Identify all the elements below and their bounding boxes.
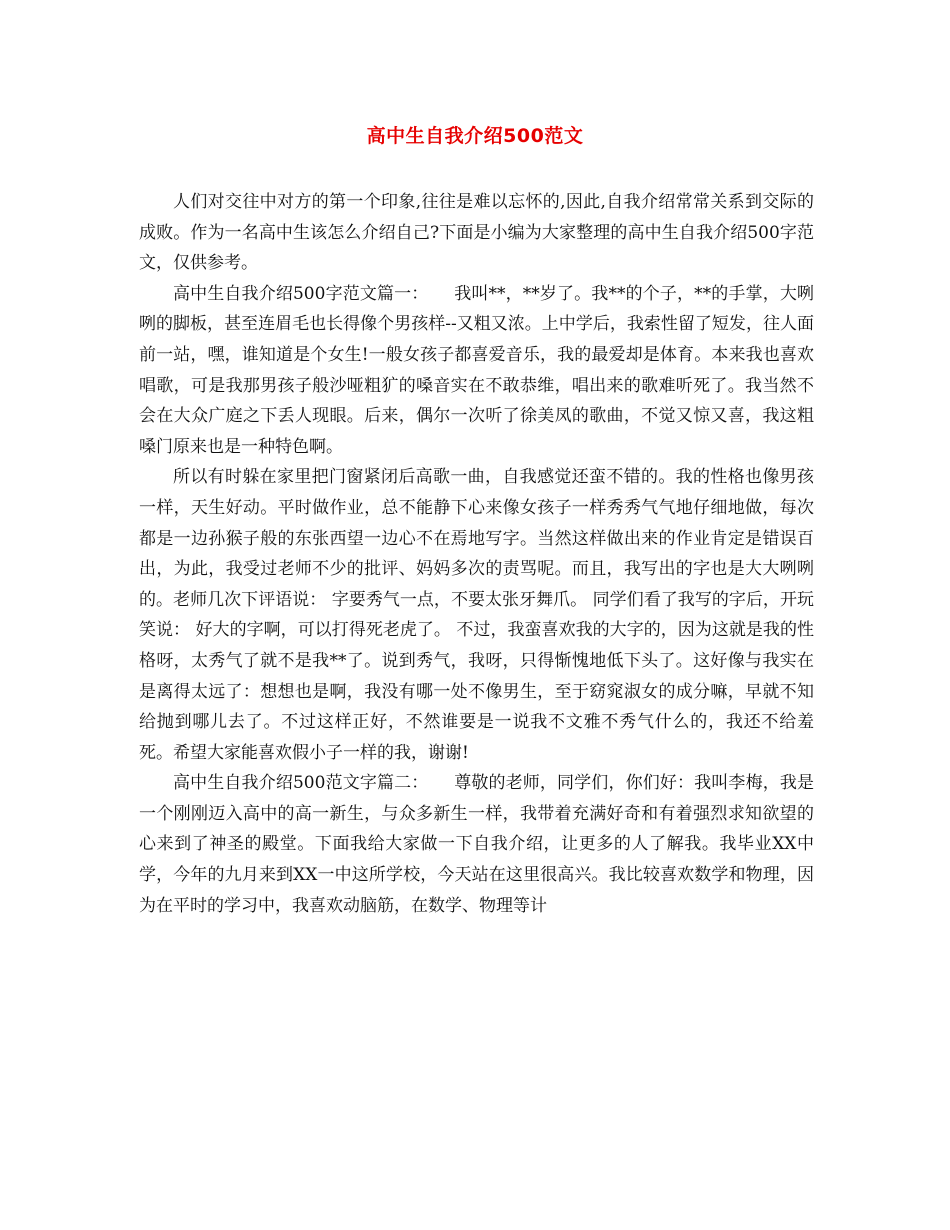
- paragraph-sample-two: 高中生自我介绍500范文字篇二： 尊敬的老师，同学们，你们好：我叫李梅，我是一个刚刚迈入高中的高一新生，与众多新生一样，我带着充满好奇和有着强烈求知欲望的心来到了神圣的殿堂。下面我给大家做一下自我介绍，让更多的人了解我。我毕业XX中学，今年的九月来到XX一中这所学校，今天站在这里很高兴。我比较喜欢数学和物理，因为在平时的学习中，我喜欢动脑筋，在数学、物理等计: [139, 773, 814, 916]
- paragraph-sample-one: 高中生自我介绍500字范文篇一： 我叫**，**岁了。我**的个子，**的手掌，大咧咧的脚板，甚至连眉毛也长得像个男孩样--又粗又浓。上中学后，我索性留了短发，往人面前一站，嘿，谁知道是个女生!一般女孩子都喜爱音乐，我的最爱却是体育。本来我也喜欢唱歌，可是我那男孩子般沙哑粗犷的嗓音实在不敢恭维，唱出来的歌难听死了。我当然不会在大众广庭之下丢人现眼。后来，偶尔一次听了徐美凤的歌曲，不觉又惊又喜，我这粗嗓门原来也是一种特色啊。: [139, 283, 814, 457]
- paragraph-intro: 人们对交往中对方的第一个印象,往往是难以忘怀的,因此,自我介绍常常关系到交际的成败。作为一名高中生该怎么介绍自己?下面是小编为大家整理的高中生自我介绍500字范文，仅供参考。: [139, 192, 814, 274]
- paragraph-sample-one-continued: 所以有时躲在家里把门窗紧闭后高歌一曲，自我感觉还蛮不错的。我的性格也像男孩一样，天生好动。平时做作业，总不能静下心来像女孩子一样秀秀气气地仔细地做，每次都是一边孙猴子般的东张西望一边心不在焉地写字。当然这样做出来的作业肯定是错误百出，为此，我受过老师不少的批评、妈妈多次的责骂呢。而且，我写出的字也是大大咧咧的。老师几次下评语说： 字要秀气一点，不要太张牙舞爪。 同学们看了我写的字后，开玩笑说： 好大的字啊，可以打得死老虎了。 不过，我蛮喜欢我的大字的，因为这就是我的性格呀，太秀气了就不是我**了。说到秀气，我呀，只得惭愧地低下头了。这好像与我实在是离得太远了：想想也是啊，我没有哪一处不像男生，至于窈窕淑女的成分嘛，早就不知给抛到哪儿去了。不过这样正好，不然谁要是一说我不文雅不秀气什么的，我还不给羞死。希望大家能喜欢假小子一样的我，谢谢!: [139, 467, 814, 763]
- document-body: [139, 187, 814, 921]
- document-title: 高中生自我介绍500范文: [366, 125, 584, 147]
